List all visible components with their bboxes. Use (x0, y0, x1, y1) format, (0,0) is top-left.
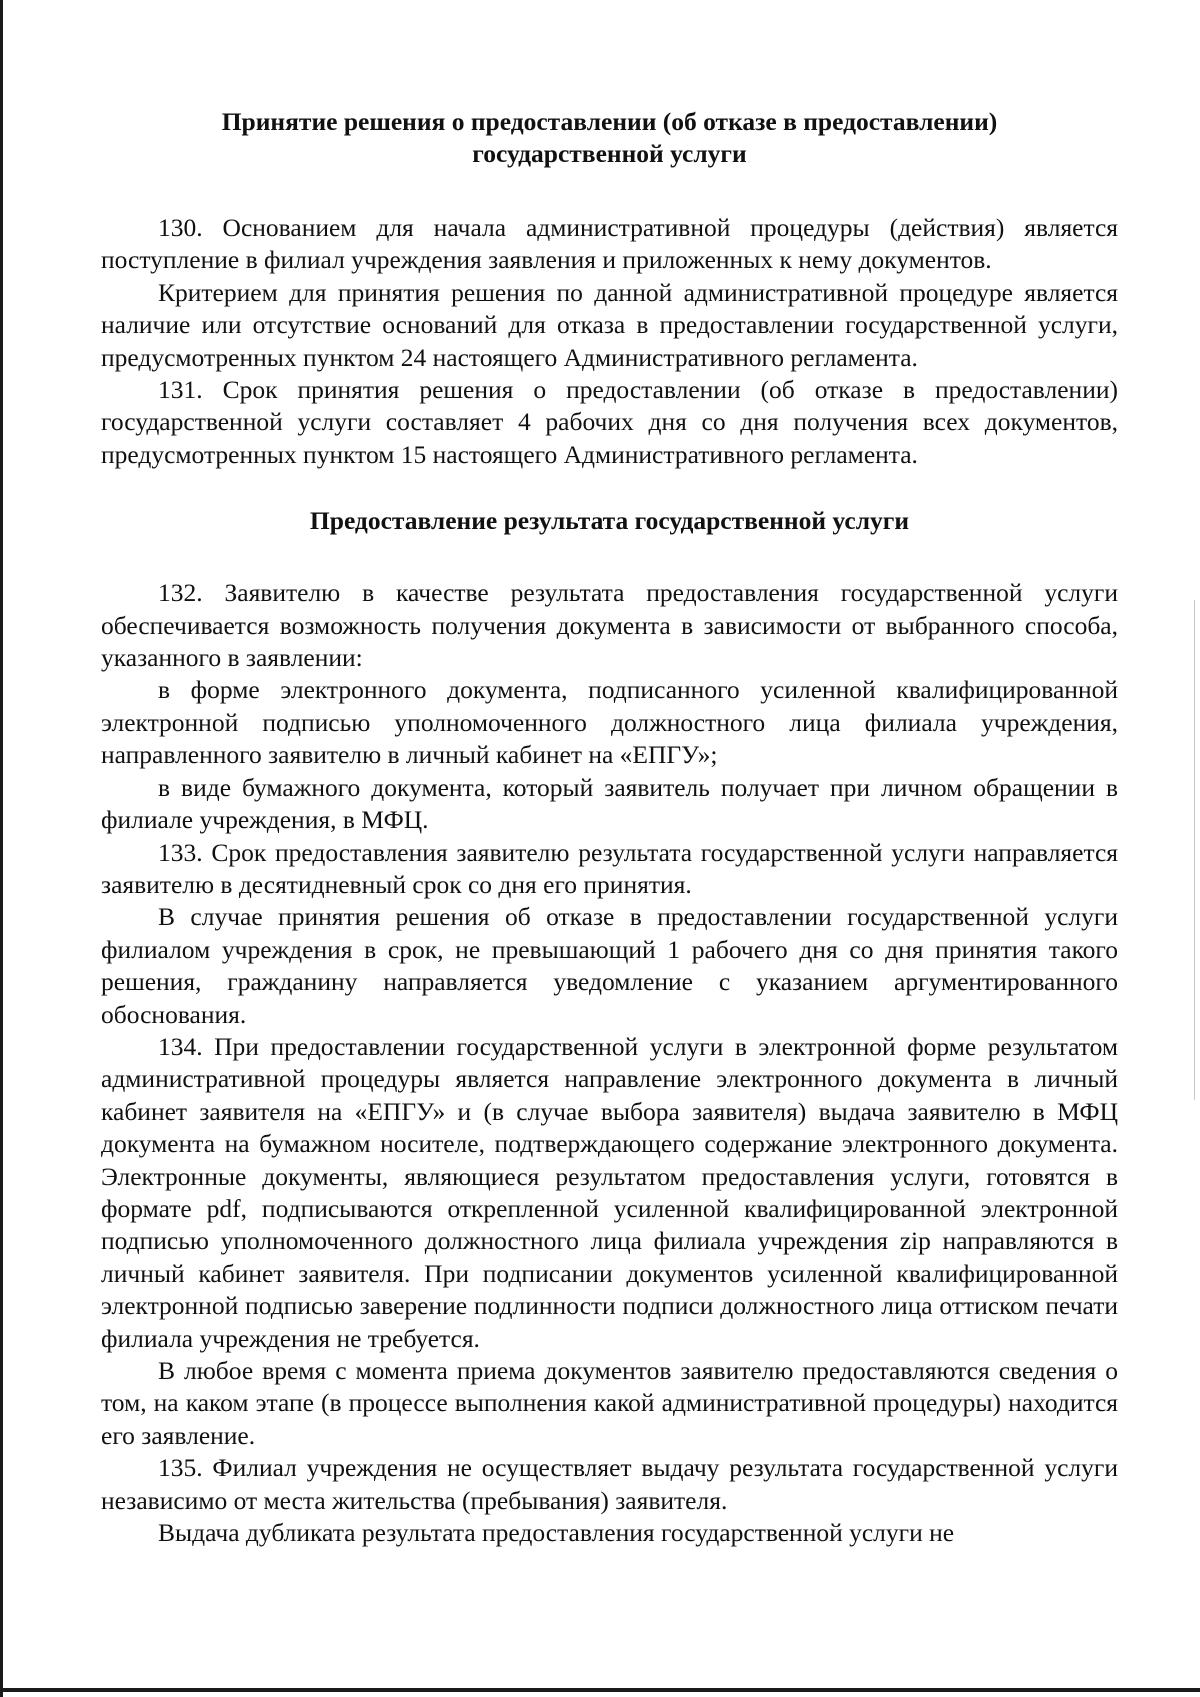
paragraph-135: 135. Филиал учреждения не осуществляет выдачу результата государственной услуги независимо от места жительства (пребывания) заявителя. (101, 1453, 1118, 1515)
paragraph-paper-form: в виде бумажного документа, который заявитель получает при личном обращении в филиале учреждения, в МФЦ. (101, 772, 1118, 835)
spacer (101, 537, 1118, 577)
paragraph-criteria: Критерием для принятия решения по данной административной процедуре является наличие или отсутствие оснований для отказа в предоставлении государственной услуги, предусмотренных пунктом 24 настоящего Административного регламента. (101, 277, 1118, 372)
heading-line-1: Принятие решения о предоставлении (об отказе в предоставлении) (221, 107, 998, 136)
scan-edge-right (1194, 600, 1195, 1100)
spacer (101, 170, 1118, 212)
paragraph-electronic-form: в форме электронного документа, подписанного усиленной квалифицированной электронной подписью уполномоченного должностного лица филиала учреждения, направленного заявителю в личный кабинет на «ЕПГУ»; (101, 675, 1118, 770)
paragraph-131: 131. Срок принятия решения о предоставлении (об отказе в предоставлении) государственной услуги составляет 4 рабочих дня со дня получения всех документов, предусмотренных пунктом 15 настоящего Административного регламента. (101, 375, 1118, 469)
heading-line-2: государственной услуги (472, 139, 747, 168)
paragraph-132: 132. Заявителю в качестве результата предоставления государственной услуги обеспечивается возможность получения документа в зависимости от выбранного способа, указанного в заявлении: (101, 578, 1118, 673)
paragraph-refusal: В случае принятия решения об отказе в предоставлении государственной услуги филиалом учреждения в срок, не превышающий 1 рабочего дня со дня принятия такого решения, гражданину направляется уведомление с указанием аргументированного обоснования. (101, 902, 1118, 1029)
document-body (101, 92, 1118, 1549)
paragraph-130: 130. Основанием для начала административной процедуры (действия) является поступление в филиал учреждения заявления и приложенных к нему документов. (101, 213, 1118, 275)
paragraph-duplicate: Выдача дубликата результата предоставления государственной услуги не (158, 1518, 955, 1548)
paragraph-133: 133. Срок предоставления заявителю результата государственной услуги направляется заявителю в десятидневный срок со дня его принятия. (101, 837, 1118, 899)
section-heading-decision (101, 106, 1118, 170)
paragraph-status-info: В любое время с момента приема документов заявителю предоставляются сведения о том, на каком этапе (в процессе выполнения какой административной процедуры) находится его заявление. (101, 1356, 1118, 1450)
scan-edge-left (0, 0, 3, 1697)
scan-edge-bottom (0, 1688, 1200, 1692)
section-heading-result: Предоставление результата государственной услуги (309, 506, 910, 536)
paragraph-134: 134. При предоставлении государственной услуги в электронной форме результатом административной процедуры является направление электронного документа в личный кабинет заявителя на «ЕПГУ» и (в случае выбора заявителя) выдача заявителю в МФЦ документа на бумажном носителе, подтверждающего содержание электронного документа. Электронные документы, являющиеся результатом предоставления услуги, готовятся в формате pdf, подписываются открепленной усиленной квалифицированной электронной подписью уполномоченного должностного лица филиала учреждения zip направляются в личный кабинет заявителя. При подписании документов усиленной квалифицированной электронной подписью заверение подлинности подписи должностного лица оттиском печати филиала учреждения не требуется. (101, 1031, 1118, 1353)
